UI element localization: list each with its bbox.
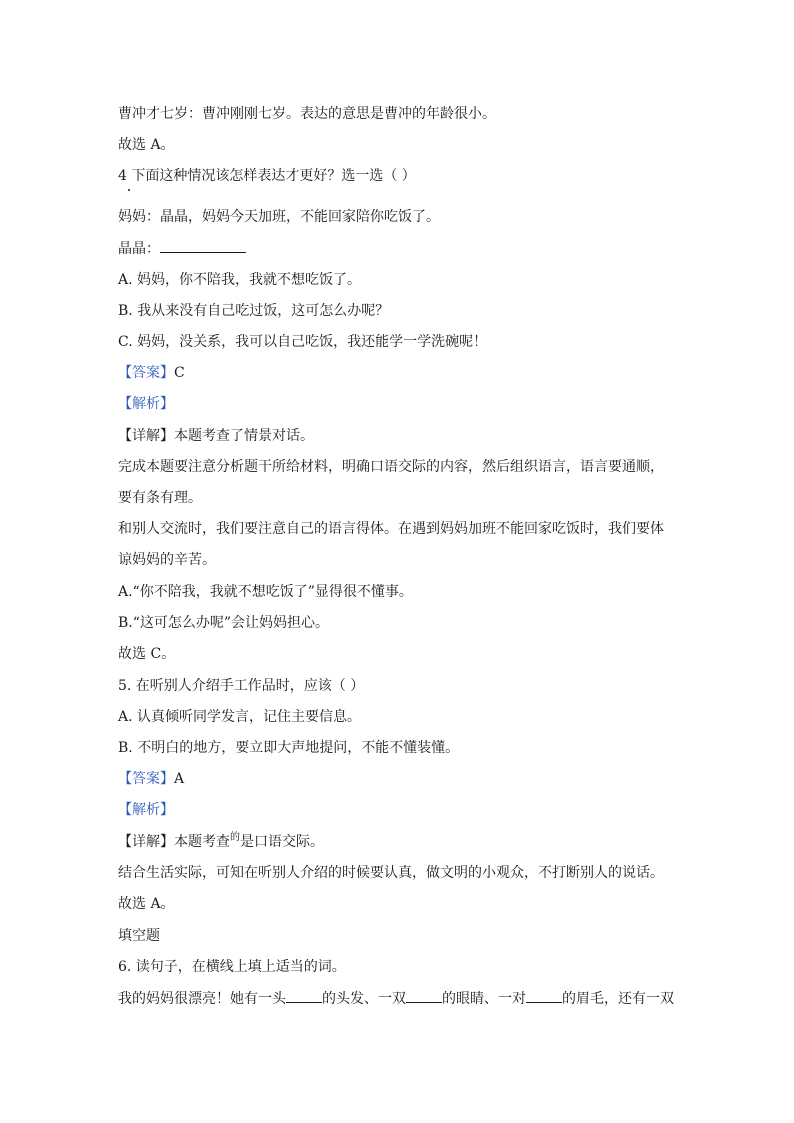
answer-blank — [406, 988, 442, 1003]
sentence-part: 的眉毛，还有一双 — [562, 991, 674, 1007]
detail-text: 是口语交际。 — [240, 834, 324, 850]
text-line: 结合生活实际，可知在听别人介绍的时候要认真，做文明的小观众，不打断别人的说话。 — [118, 865, 664, 881]
answer-tag: 【答案】 — [118, 771, 174, 787]
text-line: 曹冲才七岁：曹冲刚刚七岁。表达的意思是曹冲的年龄很小。 — [118, 106, 496, 122]
text-line: 和别人交流时，我们要注意自己的语言得体。在遇到妈妈加班不能回家吃饭时，我们要体 — [118, 521, 664, 537]
question-5: 5. 在听别人介绍手工作品时，应该（ ） — [118, 678, 365, 694]
detail-text: 本题考查 — [174, 834, 230, 850]
text-line: B.“这可怎么办呢”会让妈妈担心。 — [118, 615, 330, 631]
text-line: 故选 A。 — [118, 137, 175, 153]
text-line: A.“你不陪我，我就不想吃饭了”显得很不懂事。 — [118, 584, 413, 600]
answer-value: A — [174, 771, 185, 787]
text-line: 故选 A。 — [118, 896, 175, 912]
option-a: A. 认真倾听同学发言，记住主要信息。 — [118, 709, 362, 725]
answer-blank — [526, 988, 562, 1003]
answer-line — [118, 769, 184, 789]
text-line: 完成本题要注意分析题干所给材料，明确口语交际的内容，然后组织语言，语言要通顺， — [118, 459, 664, 475]
option-b: B. 我从来没有自己吃过饭，这可怎么办呢？ — [118, 303, 390, 319]
answer-value: C — [174, 365, 185, 381]
speaker-label: 晶晶： — [118, 241, 160, 257]
answer-blank — [160, 238, 246, 253]
analysis-tag: 【解析】 — [118, 396, 174, 412]
detail-line — [118, 426, 314, 446]
detail-text: 的 — [230, 832, 240, 843]
text-line: 妈妈：晶晶，妈妈今天加班，不能回家陪你吃饭了。 — [118, 209, 440, 225]
section-heading: 填空题 — [118, 928, 160, 944]
detail-line — [118, 832, 324, 854]
answer-line — [118, 363, 185, 383]
text-line: 要有条有理。 — [118, 490, 202, 506]
text-line: 故选 C。 — [118, 646, 176, 662]
sentence-part: 我的妈妈很漂亮！她有一头 — [118, 991, 286, 1007]
detail-tag: 【详解】 — [118, 834, 174, 850]
answer-blank — [286, 988, 322, 1003]
option-b: B. 不明白的地方，要立即大声地提问，不能不懂装懂。 — [118, 740, 460, 756]
text-line — [118, 238, 246, 259]
question-4: 4 下面这种情况该怎样表达才更好？选一选（ ） — [118, 168, 416, 184]
detail-text: 本题考查了情景对话。 — [174, 428, 314, 444]
analysis-tag: 【解析】 — [118, 802, 174, 818]
sentence-part: 的头发、一双 — [322, 991, 406, 1007]
option-c: C. 妈妈，没关系，我可以自己吃饭，我还能学一学洗碗呢！ — [118, 334, 488, 350]
option-a: A. 妈妈，你不陪我，我就不想吃饭了。 — [118, 272, 362, 288]
detail-tag: 【详解】 — [118, 428, 174, 444]
fill-blank-sentence — [118, 988, 674, 1009]
question-6: 6. 读句子，在横线上填上适当的词。 — [118, 959, 346, 975]
sentence-part: 的眼睛、一对 — [442, 991, 526, 1007]
emphasis-dot — [128, 189, 130, 191]
answer-tag: 【答案】 — [118, 365, 174, 381]
text-line: 谅妈妈的辛苦。 — [118, 552, 216, 568]
